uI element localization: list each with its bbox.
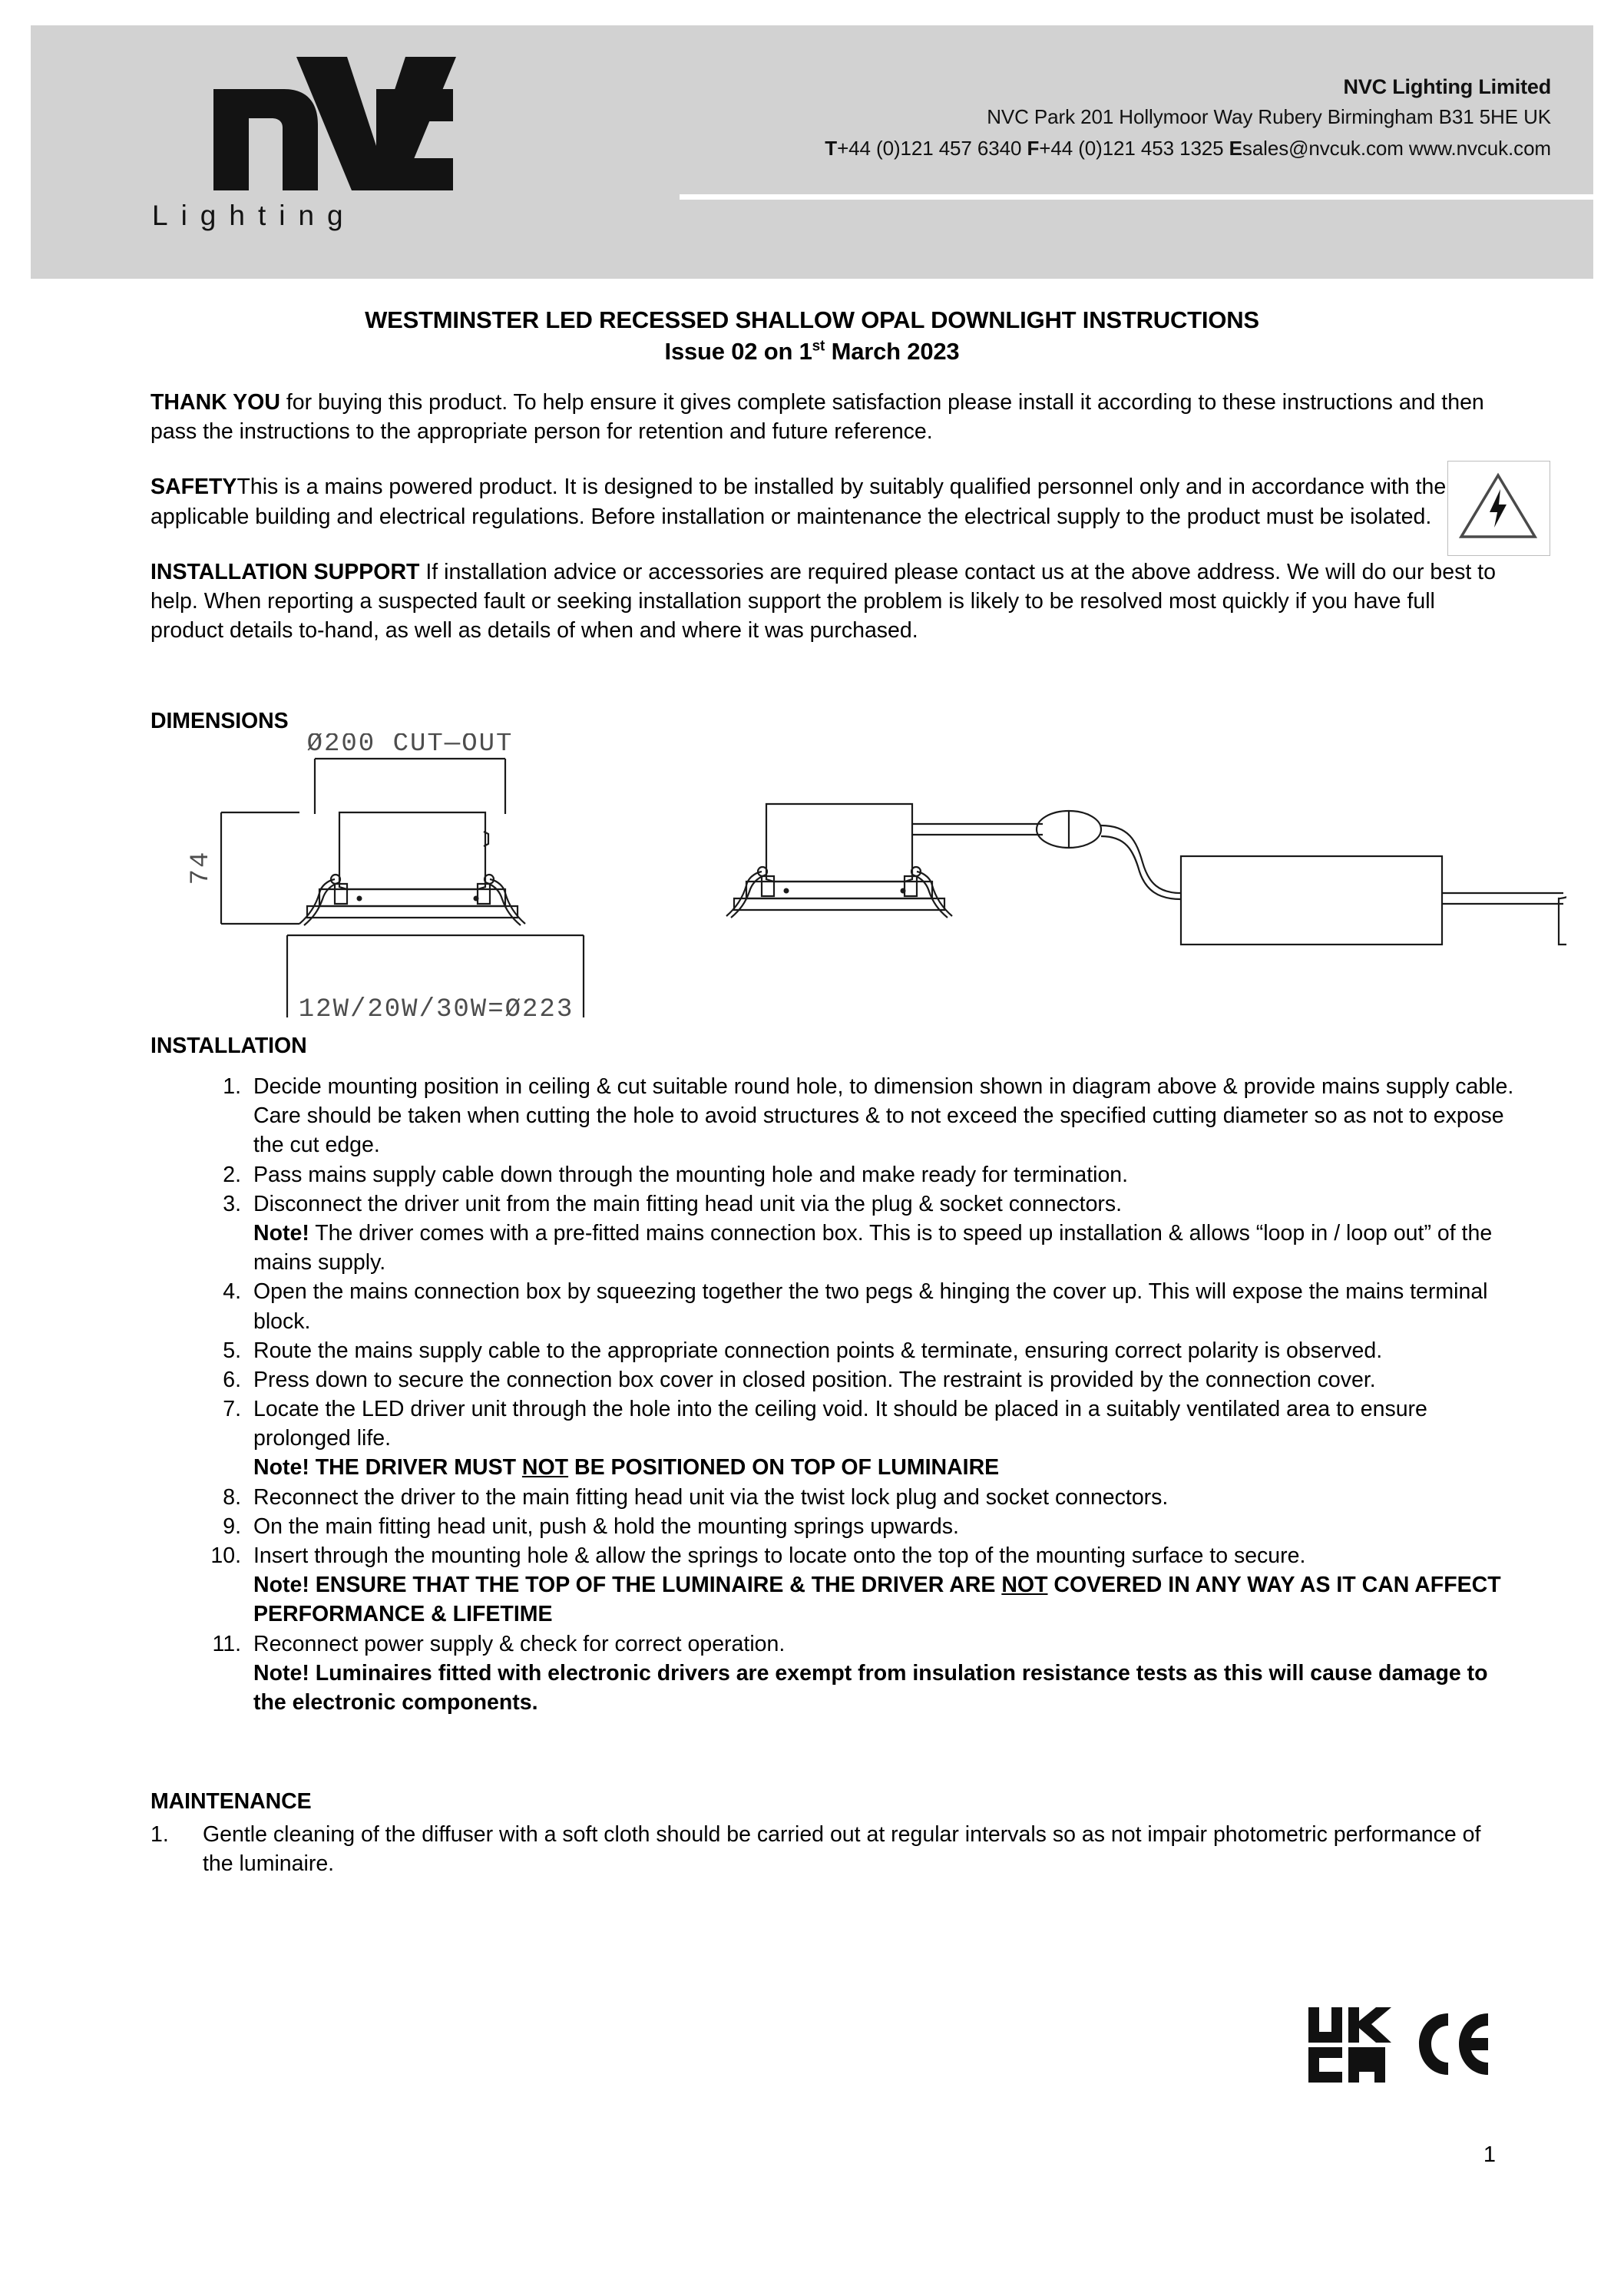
nvc-logo — [146, 54, 491, 253]
page-number: 1 — [1483, 2142, 1497, 2167]
step-text: Reconnect power supply & check for correct operation. — [253, 1631, 786, 1656]
step-note-label: Note! — [253, 1220, 309, 1246]
company-contact-info — [630, 73, 1551, 164]
step-number: 11. — [212, 1631, 241, 1656]
issue-prefix: Issue 02 on 1 — [664, 338, 812, 366]
installation-steps-list — [198, 1072, 1515, 1717]
step-number: 1. — [223, 1074, 241, 1099]
list-item — [198, 1365, 1515, 1394]
step-text: Locate the LED driver unit through the hole into the ceiling void. It should be placed in a suitably ventilated area to ensure prolonged life. — [253, 1397, 1427, 1451]
width-dimension-label: 12W/20W/30W=Ø223 — [298, 995, 574, 1017]
step-text: Decide mounting position in ceiling & cut suitable round hole, to dimension shown in diagram above & provide mains supply cable. Care should be taken when cutting the hole to avoid structures & to not exceed the specified cutting diameter so as not to expose the cut edge. — [253, 1074, 1514, 1158]
email-prefix: E — [1229, 136, 1242, 160]
page-title — [0, 304, 1624, 367]
company-contact-line — [630, 133, 1551, 164]
nvc-logo-wordmark: Lighting — [152, 200, 356, 231]
step-note — [253, 1570, 1515, 1629]
warning-triangle-lightning-icon — [1448, 462, 1548, 554]
page-title-issue — [0, 336, 1624, 367]
page-title-line1: WESTMINSTER LED RECESSED SHALLOW OPAL DOWNLIGHT INSTRUCTIONS — [365, 306, 1259, 333]
maintenance-steps-list — [150, 1820, 1513, 1878]
installation-support-lead: INSTALLATION SUPPORT — [150, 559, 420, 584]
nvc-logo-mark — [146, 54, 484, 196]
thank-you-paragraph — [150, 388, 1510, 446]
step-text: On the main fitting head unit, push & hold the mounting springs upwards. — [253, 1514, 959, 1539]
cutout-dimension-label: Ø200 CUT—OUT — [306, 733, 514, 759]
list-item — [198, 1336, 1515, 1365]
list-item — [198, 1160, 1515, 1189]
step-number: 3. — [223, 1191, 241, 1216]
list-item — [198, 1072, 1515, 1160]
dimensions-drawing — [184, 733, 1566, 1017]
electrical-hazard-icon — [1447, 461, 1550, 556]
issue-ordinal-suffix: st — [812, 338, 825, 355]
step-number: 6. — [223, 1367, 241, 1392]
step-note-text: The driver comes with a pre-fitted mains connection box. This is to speed up installation & allows “loop in / loop out” of the mains supply. — [253, 1220, 1493, 1275]
installation-support-body: If installation advice or accessories are required please contact us at the above address. We will do our best to help. When reporting a suspected fault or seeking installation support the problem is likely to be resolved most quickly if you have full product details to-hand, as well as details of when and where it was purchased. — [150, 559, 1496, 643]
step-number: 1. — [150, 1822, 169, 1847]
list-item — [198, 1541, 1515, 1629]
intro-paragraphs — [150, 388, 1510, 671]
list-item — [198, 1189, 1515, 1278]
installation-support-paragraph — [150, 557, 1510, 646]
header-divider-rule — [680, 194, 1593, 200]
list-item — [198, 1394, 1515, 1483]
installation-heading: INSTALLATION — [150, 1034, 307, 1058]
website-url[interactable]: www.nvcuk.com — [1408, 136, 1551, 160]
thank-you-lead: THANK YOU — [150, 390, 280, 415]
ce-mark-icon — [1419, 2013, 1488, 2075]
step-number: 9. — [223, 1514, 241, 1539]
step-note-tail: COVERED IN ANY WAY AS IT CAN AFFECT PERFORMANCE & LIFETIME — [253, 1573, 1501, 1627]
step-note — [253, 1453, 1515, 1482]
list-item — [198, 1512, 1515, 1541]
list-item — [198, 1483, 1515, 1512]
step-number: 5. — [223, 1338, 241, 1363]
step-number: 2. — [223, 1162, 241, 1187]
list-item — [198, 1277, 1515, 1335]
fax-number: +44 (0)121 453 1325 — [1039, 136, 1224, 160]
list-item — [150, 1820, 1513, 1878]
phone-prefix: T — [825, 136, 838, 160]
height-dimension-label: 74 — [187, 850, 216, 885]
fax-prefix: F — [1027, 136, 1040, 160]
email-address[interactable]: sales@nvcuk.com — [1242, 136, 1404, 160]
issue-date: March 2023 — [825, 338, 960, 366]
ukca-ce-marks-icon — [1305, 2003, 1528, 2087]
step-number: 10. — [210, 1543, 241, 1568]
step-number: 8. — [223, 1484, 241, 1510]
thank-you-body: for buying this product. To help ensure it gives complete satisfaction please install it according to these instructions and then pass the instructions to the appropriate person for retention and future reference. — [150, 390, 1484, 445]
company-name: NVC Lighting Limited — [1343, 75, 1551, 98]
step-note-emphasis: NOT — [1001, 1573, 1048, 1598]
step-note-tail: BE POSITIONED ON TOP OF LUMINAIRE — [568, 1455, 1000, 1480]
step-note-label: Note! Luminaires fitted with electronic drivers are exempt from insulation resistance tests as this will cause damage to the electronic components. — [253, 1660, 1488, 1715]
safety-lead: SAFETY — [150, 475, 237, 500]
step-text: Route the mains supply cable to the appropriate connection points & terminate, ensuring correct polarity is observed. — [253, 1338, 1383, 1363]
step-text: Reconnect the driver to the main fitting head unit via the twist lock plug and socket connectors. — [253, 1484, 1169, 1510]
safety-body: This is a mains powered product. It is designed to be installed by suitably qualified personnel only and in accordance with the applicable building and electrical regulations. Before installation or maintenance the electrical supply to the product must be isolated. — [150, 475, 1447, 529]
dimensions-heading: DIMENSIONS — [150, 709, 289, 733]
step-text: Insert through the mounting hole & allow the springs to locate onto the top of the mounting surface to secure. — [253, 1543, 1306, 1568]
phone-number: +44 (0)121 457 6340 — [837, 136, 1022, 160]
step-note — [253, 1659, 1515, 1717]
nvc-logo-icon — [146, 54, 484, 196]
company-address: NVC Park 201 Hollymoor Way Rubery Birmingham B31 5HE UK — [987, 105, 1551, 129]
step-number: 4. — [223, 1279, 241, 1305]
step-note-label: Note! THE DRIVER MUST — [253, 1455, 522, 1480]
list-item — [198, 1629, 1515, 1718]
step-text: Open the mains connection box by squeezing together the two pegs & hinging the cover up. This will expose the mains terminal block. — [253, 1279, 1488, 1334]
step-note-emphasis: NOT — [521, 1455, 569, 1480]
downlight-technical-drawing — [184, 733, 1566, 1017]
certification-marks — [1305, 2003, 1536, 2087]
maintenance-heading: MAINTENANCE — [150, 1789, 312, 1814]
step-text: Disconnect the driver unit from the main fitting head unit via the plug & socket connectors. — [253, 1191, 1123, 1216]
step-text: Press down to secure the connection box cover in closed position. The restraint is provided by the connection cover. — [253, 1367, 1376, 1392]
step-number: 7. — [223, 1397, 241, 1422]
step-note-label: Note! ENSURE THAT THE TOP OF THE LUMINAIRE & THE DRIVER ARE — [253, 1573, 1002, 1598]
step-text: Pass mains supply cable down through the mounting hole and make ready for termination. — [253, 1162, 1129, 1187]
ukca-mark-icon — [1308, 2007, 1391, 2083]
step-note — [253, 1219, 1515, 1277]
step-text: Gentle cleaning of the diffuser with a soft cloth should be carried out at regular intervals so as not impair photometric performance of the luminaire. — [203, 1822, 1481, 1877]
safety-paragraph — [150, 472, 1510, 531]
